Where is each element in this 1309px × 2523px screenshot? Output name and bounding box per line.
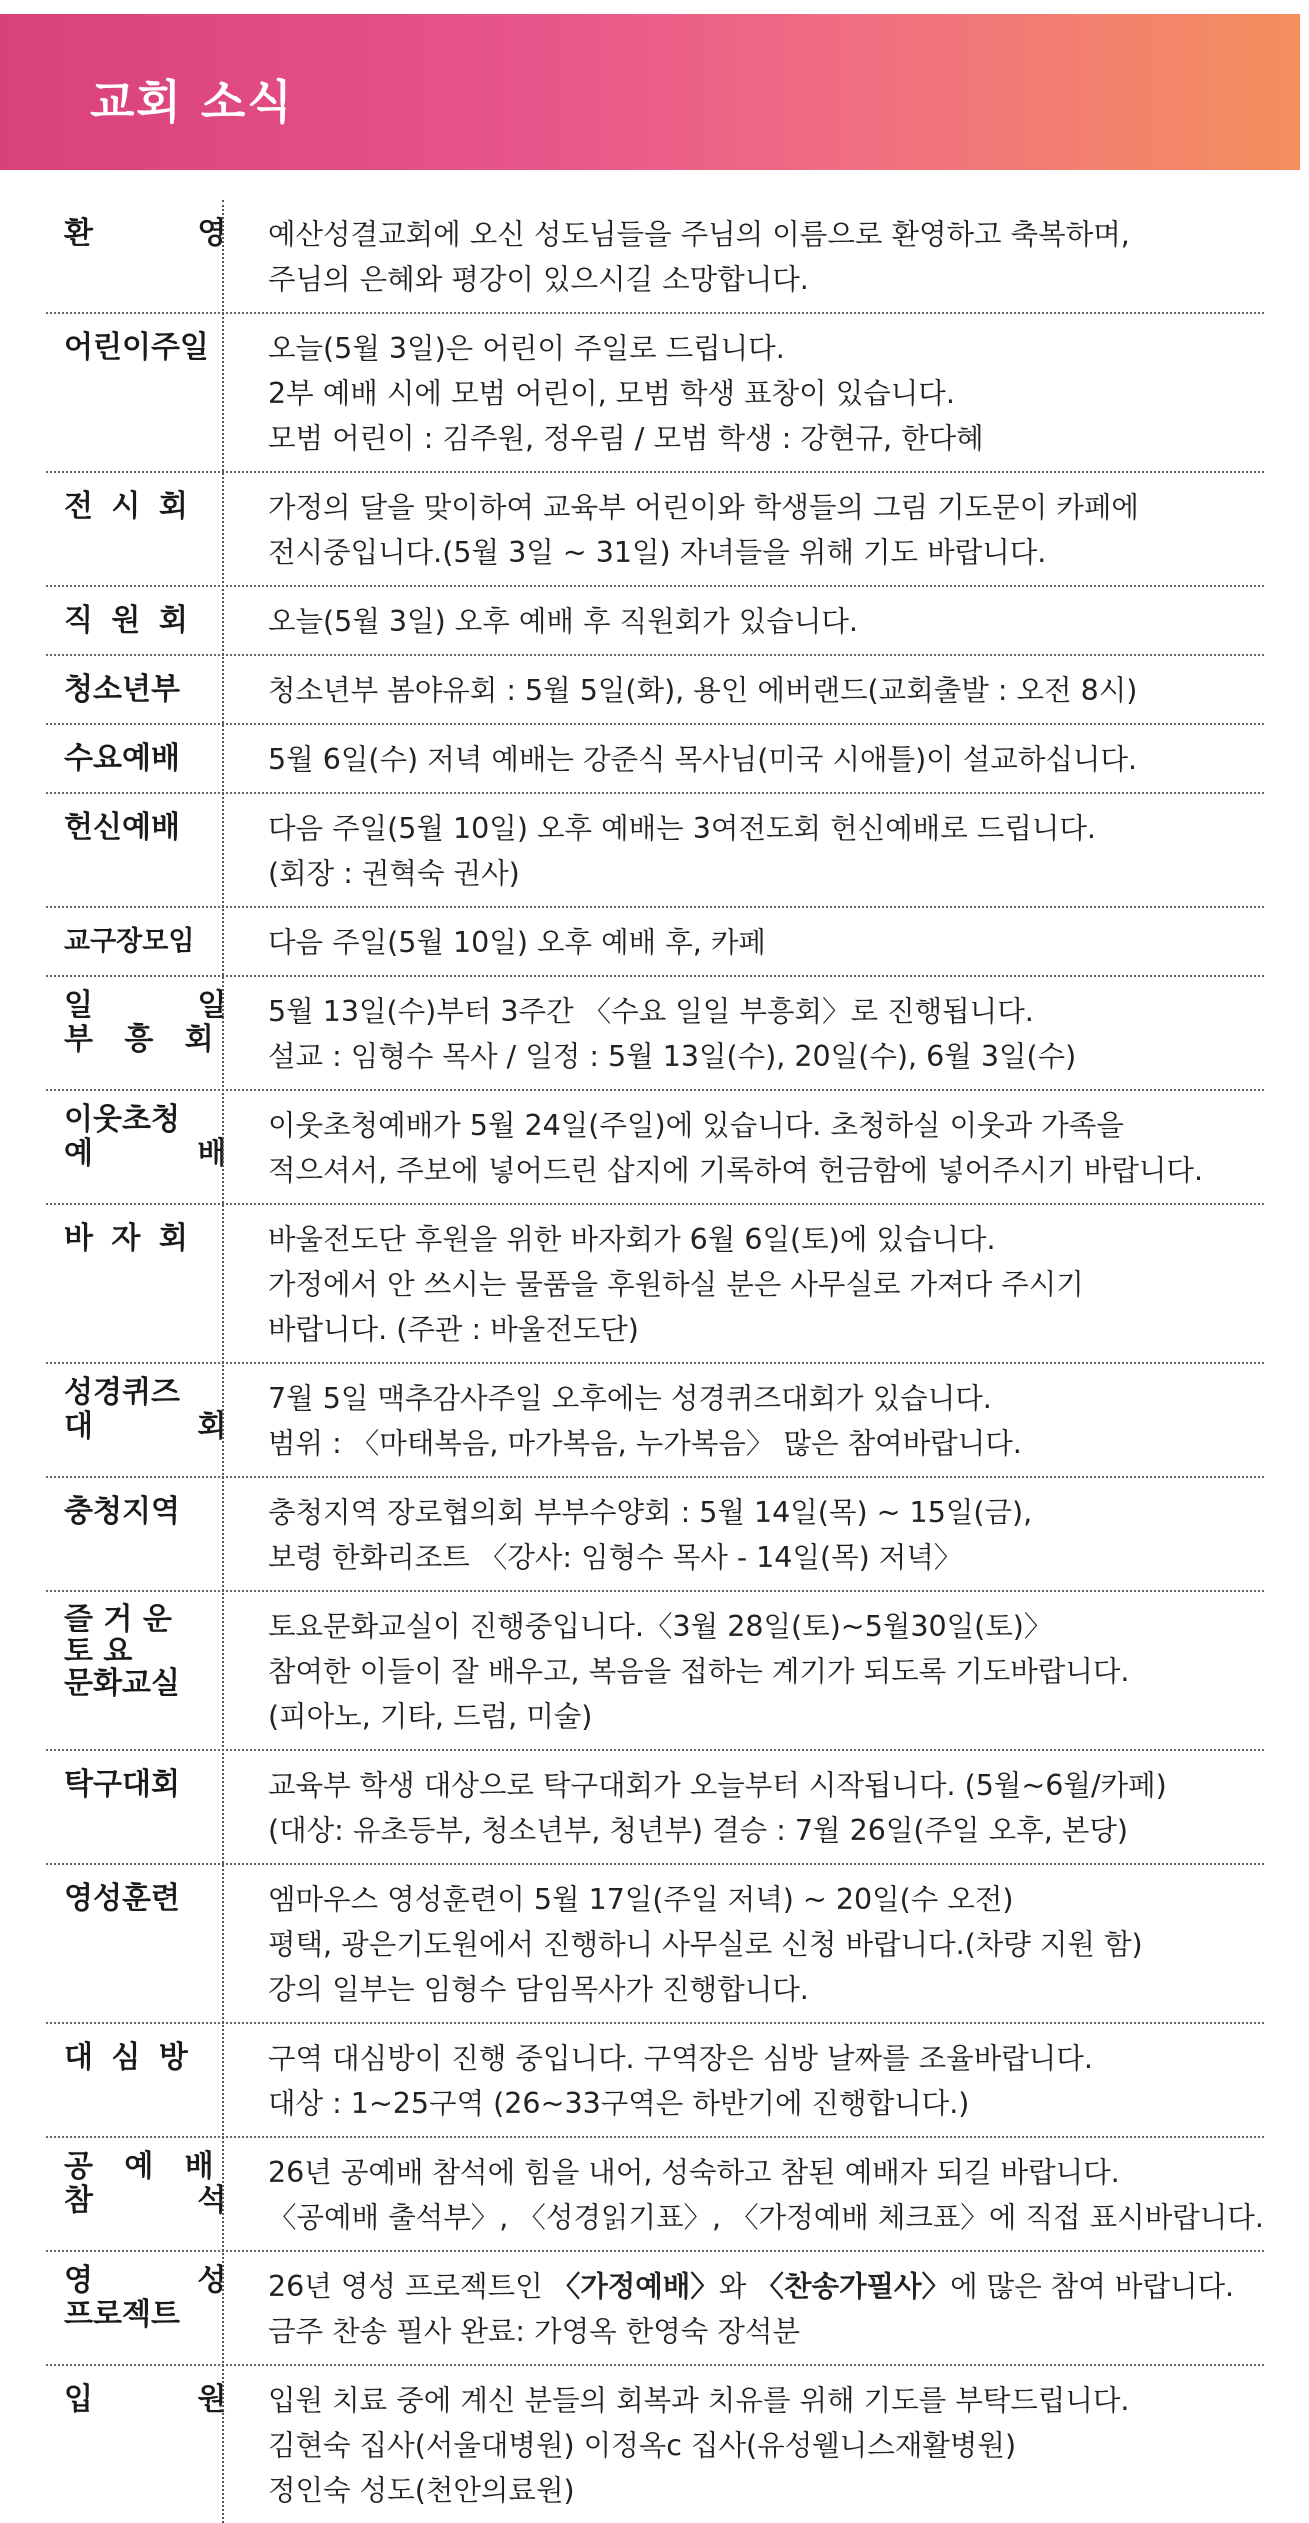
row-label: 전 시 회 [64,489,192,524]
row-content: 26년 영성 프로젝트인 〈가정예배〉와 〈찬송가필사〉에 많은 참여 바랍니다. 금주 찬송 필사 완료: 가영옥 한영숙 장석분 [222,2264,1264,2354]
news-row-district-leaders [46,908,1264,977]
row-content: 7월 5일 맥추감사주일 오후에는 성경퀴즈대회가 있습니다. 범위 : 〈마태복음, 마가복음, 누가복음〉 많은 참여바랍니다. [268,1382,1022,1460]
row-label: 직 원 회 [64,603,192,638]
row-label: 어린이주일 [64,330,209,365]
row-content: 바울전도단 후원을 위한 바자회가 6월 6일(토)에 있습니다. 가정에서 안 쓰시는 물품을 후원하실 분은 사무실로 가져다 주시기 바랍니다. (주관 : 바울전도단) [268,1223,1084,1346]
row-label: 입 원 [64,2382,227,2417]
news-row-exhibition [46,473,1264,587]
row-content: 엠마우스 영성훈련이 5월 17일(주일 저녁) ~ 20일(수 오전) 평택, 광은기도원에서 진행하니 사무실로 신청 바랍니다.(차량 지원 함) 강의 일부는 임형수 담임목사가 진행합니다. [268,1883,1143,2006]
row-content: 가정의 달을 맞이하여 교육부 어린이와 학생들의 그림 기도문이 카페에 전시중입니다.(5월 3일 ~ 31일) 자녀들을 위해 기도 바랍니다. [268,491,1139,569]
news-row-hospitalized [46,2366,1264,2523]
news-row-neighbor-invitation [46,1091,1264,1205]
row-content: 청소년부 봄야유회 : 5월 5일(화), 용인 에버랜드(교회출발 : 오전 8시) [268,674,1138,707]
row-content: 다음 주일(5월 10일) 오후 예배 후, 카페 [268,926,766,959]
row-content: 구역 대심방이 진행 중입니다. 구역장은 심방 날짜를 조율바랍니다. 대상 : 1~25구역 (26~33구역은 하반기에 진행합니다.) [268,2042,1093,2120]
row-label: 충청지역 [64,1494,180,1529]
news-row-childrens-day [46,314,1264,473]
row-label: 성경퀴즈 대 회 [64,1375,227,1444]
news-row-chungcheong [46,1478,1264,1592]
row-label: 일 일 부 흥 회 [64,988,227,1057]
news-row-bible-quiz [46,1364,1264,1478]
row-content: 충청지역 장로협의회 부부수양회 : 5월 14일(목) ~ 15일(금), 보령 한화리조트 〈강사: 임형수 목사 - 14일(목) 저녁〉 [268,1496,1033,1574]
row-content: 오늘(5월 3일) 오후 예배 후 직원회가 있습니다. [268,605,858,638]
row-label: 영성훈련 [64,1881,180,1916]
row-label: 이웃초청 예 배 [64,1102,227,1171]
news-row-worship-attendance [46,2138,1264,2252]
news-row-welcome [46,200,1264,314]
row-label: 청소년부 [64,672,180,707]
header-banner [0,14,1300,170]
row-label: 공 예 배 참 석 [64,2149,227,2218]
news-row-visitation [46,2024,1264,2138]
row-label: 환 영 [64,216,227,251]
row-label: 대 심 방 [64,2040,192,2075]
row-label: 수요예배 [64,741,180,776]
news-row-dedication-service [46,794,1264,908]
rich-line: 26년 영성 프로젝트인 〈가정예배〉와 〈찬송가필사〉에 많은 참여 바랍니다. [268,2270,1235,2303]
row-content: 오늘(5월 3일)은 어린이 주일로 드립니다. 2부 예배 시에 모범 어린이, 모범 학생 표창이 있습니다. 모범 어린이 : 김주원, 정우림 / 모범 학생 : 강현규, 한다혜 [268,332,984,455]
row-label: 교구장모임 [64,926,195,957]
row-content: 교육부 학생 대상으로 탁구대회가 오늘부터 시작됩니다. (5월~6월/카페) (대상: 유초등부, 청소년부, 청년부) 결승 : 7월 26일(주일 오후, 본당) [268,1769,1167,1847]
row-content: 다음 주일(5월 10일) 오후 예배는 3여전도회 헌신예배로 드립니다. (회장 : 권혁숙 권사) [268,812,1096,890]
news-row-saturday-culture [46,1592,1264,1751]
row-content: 입원 치료 중에 계신 분들의 회복과 치유를 위해 기도를 부탁드립니다. 김현숙 집사(서울대병원) 이정옥c 집사(유성웰니스재활병원) 정인숙 성도(천안의료원) [268,2384,1130,2507]
row-content: 이웃초청예배가 5월 24일(주일)에 있습니다. 초청하실 이웃과 가족을 적으셔서, 주보에 넣어드린 삽지에 기록하여 헌금함에 넣어주시기 바랍니다. [268,1109,1203,1187]
news-row-spiritual-project [46,2252,1264,2366]
news-row-wednesday-service [46,725,1264,794]
row-label: 헌신예배 [64,810,180,845]
row-content: 5월 6일(수) 저녁 예배는 강준식 목사님(미국 시애틀)이 설교하십니다. [268,743,1138,776]
row-label: 탁구대회 [64,1767,180,1802]
news-row-youth [46,656,1264,725]
row-content: 토요문화교실이 진행중입니다.〈3월 28일(토)~5월30일(토)〉 참여한 이들이 잘 배우고, 복음을 접하는 계기가 되도록 기도바랍니다. (피아노, 기타, 드럼, 미술) [268,1610,1130,1733]
news-table [46,200,1264,2523]
news-row-revival [46,977,1264,1091]
row-content: 5월 13일(수)부터 3주간 〈수요 일일 부흥회〉로 진행됩니다. 설교 : 임형수 목사 / 일정 : 5월 13일(수), 20일(수), 6월 3일(수) [268,995,1077,1073]
page-title: 교회 소식 [90,75,294,129]
row-label: 즐 거 운 토 요 문화교실 [64,1602,180,1701]
news-row-bazaar [46,1205,1264,1364]
column-divider [222,200,224,2523]
row-content: 26년 공예배 참석에 힘을 내어, 성숙하고 참된 예배자 되길 바랍니다. 〈공예배 출석부〉, 〈성경읽기표〉, 〈가정예배 체크표〉에 직접 표시바랍니다. [268,2156,1264,2234]
row-label: 영 성 프로젝트 [64,2263,227,2332]
row-content: 예산성결교회에 오신 성도님들을 주님의 이름으로 환영하고 축복하며, 주님의 은혜와 평강이 있으시길 소망합니다. [268,218,1130,296]
news-row-table-tennis [46,1751,1264,1865]
news-row-spiritual-training [46,1865,1264,2024]
row-label: 바 자 회 [64,1221,192,1256]
news-row-staff-meeting [46,587,1264,656]
